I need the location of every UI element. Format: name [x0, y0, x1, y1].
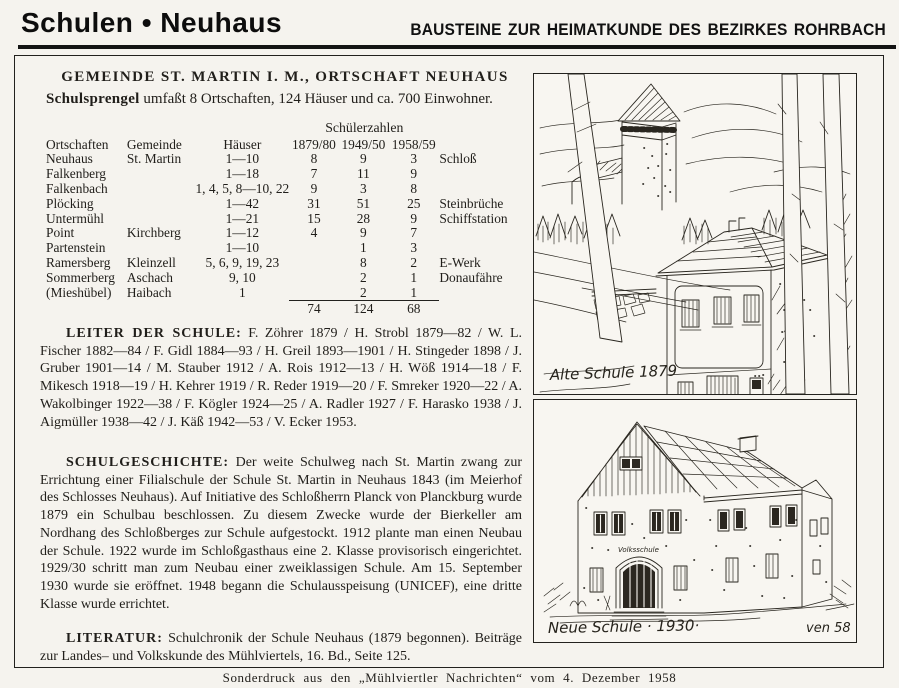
cell-1949: 51	[356, 195, 371, 211]
section-leiter	[40, 325, 522, 431]
cell-gemeinde: Aschach	[126, 269, 173, 285]
cell-1958: 7	[410, 225, 418, 241]
cell-1949: 3	[360, 180, 367, 196]
section-schulgeschichte-label: SCHULGESCHICHTE:	[66, 455, 230, 470]
table-row	[46, 226, 522, 241]
total-1879: 74	[289, 300, 338, 318]
castle-tower	[618, 84, 680, 210]
cell-gemeinde: Haibach	[126, 285, 172, 300]
hillside-lines	[534, 252, 730, 322]
cell-1958: 9	[410, 166, 418, 182]
cell-ortschaft: Plöcking	[46, 195, 94, 211]
table-group-header: Schülerzahlen	[325, 120, 404, 136]
cell-gemeinde	[127, 182, 196, 197]
cell-ortschaft: Falkenberg	[46, 166, 106, 182]
cell-ortschaft: Partenstein	[46, 240, 106, 256]
cell-gemeinde	[127, 167, 196, 182]
cell-gemeinde	[127, 241, 196, 256]
old-school-caption: Alte Schule 1879	[549, 361, 678, 384]
cell-note: Steinbrüche	[439, 195, 504, 211]
section-literatur-text: Schulchronik der Schule Neuhaus (1879 begonnen). Beiträge zur Landes– und Volkskunde des Mühlviertels, 16. Bd., Seite 125.	[40, 631, 522, 664]
cell-note	[439, 226, 522, 241]
cell-gemeinde: Kirchberg	[126, 225, 181, 241]
cell-ortschaft: Falkenbach	[46, 180, 108, 196]
cell-1879	[289, 285, 338, 300]
cell-gemeinde: Kleinzell	[126, 254, 176, 270]
page-title: Schulen • Neuhaus	[21, 7, 283, 38]
cell-1949: 1	[360, 240, 367, 256]
totals-row	[46, 300, 522, 318]
entrance-and-windows	[590, 510, 687, 620]
table-row	[46, 241, 522, 256]
cell-1949: 9	[360, 151, 367, 167]
cell-ortschaft: Point	[46, 225, 75, 241]
cell-haeuser: 1—10	[225, 240, 260, 256]
cell-gemeinde	[127, 196, 196, 211]
cell-haeuser: 9, 10	[228, 269, 256, 285]
table-row	[46, 196, 522, 211]
birch-tree	[568, 74, 622, 342]
table-row	[46, 270, 522, 285]
cell-haeuser: 1	[239, 285, 246, 300]
cell-haeuser: 1—42	[225, 195, 260, 211]
cell-haeuser: 5, 6, 9, 19, 23	[205, 254, 280, 270]
table-row	[46, 152, 522, 167]
col-header-haeuser: Häuser	[223, 136, 262, 152]
cell-1949: 8	[360, 254, 367, 270]
table-row	[46, 256, 522, 271]
intro-label: Schulsprengel	[46, 91, 140, 107]
section-literatur-label: LITERATUR:	[66, 631, 163, 646]
series-title: BAUSTEINE ZUR HEIMATKUNDE DES BEZIRKES ROHRBACH	[410, 21, 886, 39]
table-row	[46, 182, 522, 197]
cell-1879: 31	[307, 195, 321, 211]
building-sign: Volksschule	[618, 546, 659, 554]
cell-1879: 9	[310, 180, 318, 196]
cell-1949: 28	[356, 210, 371, 226]
cell-1879	[289, 241, 338, 256]
section-leiter-label: LEITER DER SCHULE:	[66, 326, 242, 341]
cell-1949: 11	[356, 166, 370, 182]
article-title: GEMEINDE ST. MARTIN I. M., ORTSCHAFT NEUHAUS	[61, 69, 509, 85]
cell-note	[439, 167, 522, 182]
gable	[578, 422, 700, 501]
total-1949: 124	[339, 300, 388, 318]
new-school-illustration	[534, 400, 856, 642]
forest	[536, 208, 810, 244]
pupil-numbers-table	[46, 121, 522, 318]
cell-1949: 2	[360, 284, 367, 300]
cell-ortschaft: Neuhaus	[46, 151, 93, 167]
cell-note: E-Werk	[439, 254, 481, 270]
cell-gemeinde: St. Martin	[126, 151, 182, 167]
new-school-illustration-frame	[533, 399, 857, 643]
cell-haeuser: 1—21	[225, 210, 260, 226]
cell-note: Schiffstation	[439, 210, 508, 226]
right-wing-windows	[718, 505, 828, 582]
cell-1879	[289, 256, 338, 271]
cell-haeuser: 1—18	[225, 166, 260, 182]
col-header-1879: 1879/80	[291, 136, 336, 152]
cell-1949: 2	[360, 269, 367, 285]
col-header-gemeinde: Gemeinde	[126, 136, 182, 152]
cell-ortschaft: Ramersberg	[46, 254, 111, 270]
col-header-ortschaften: Ortschaften	[46, 136, 109, 152]
cell-ortschaft: Untermühl	[46, 210, 105, 226]
section-schulgeschichte	[40, 454, 522, 613]
masthead-rule	[18, 45, 896, 49]
cell-note	[439, 241, 522, 256]
cell-1879	[289, 270, 338, 285]
col-header-1958: 1958/59	[391, 136, 436, 152]
cell-haeuser: 1—10	[225, 151, 260, 167]
table-row	[46, 211, 522, 226]
cell-1958: 3	[410, 151, 418, 167]
cell-1958: 2	[410, 254, 418, 270]
cell-1958: 1	[410, 269, 418, 285]
total-1958: 68	[388, 300, 439, 318]
artist-signature: ven 58	[806, 621, 851, 636]
footer-imprint: Sonderdruck aus den „Mühlviertler Nachrichten“ vom 4. Dezember 1958	[222, 670, 677, 685]
col-header-1949: 1949/50	[341, 136, 386, 152]
cell-1879: 8	[310, 151, 318, 167]
cell-1958: 1	[410, 284, 418, 300]
cell-1958: 9	[410, 210, 418, 226]
new-school-caption: Neue Schule · 1930·	[547, 616, 700, 637]
cell-ortschaft: (Mieshübel)	[46, 285, 112, 300]
pupil-table-wrapper	[46, 121, 524, 318]
foreground-trees	[768, 74, 852, 394]
cell-haeuser: 1—12	[225, 225, 260, 241]
section-literatur	[40, 630, 522, 665]
cell-1958: 3	[410, 240, 418, 256]
cell-note	[439, 285, 522, 300]
article-intro	[46, 91, 524, 108]
table-row	[46, 167, 522, 182]
cell-1949: 9	[360, 225, 367, 241]
cell-note	[439, 182, 522, 197]
cell-1958: 8	[410, 180, 418, 196]
section-leiter-text: F. Zöhrer 1879 / H. Strobl 1879—82 / W. L. Fischer 1882—84 / F. Gidl 1884—93 / H. Greil 1893—1901 / H. Stingeder 1898 / J. Gruber 1901—14 / M. Stauber 1912 / A. Rois 1912—13 / H. Wöß 1914—18 / F. Mikesch 1918—19 / H. Kehrer 1919 / R. Reder 1919—20 / F. Smreker 1920—22 / A. Wakolbinger 1922—38 / F. Kögler 1924—25 / A. Radler 1927 / F. Harasko 1938 / J. Aigmüller 1938—42 / J. Käß 1942—53 / V. Ecker 1953.	[40, 326, 522, 430]
cell-note: Donaufähre	[439, 269, 503, 285]
cell-note: Schloß	[439, 151, 477, 167]
table-row	[46, 285, 522, 300]
cell-1879: 7	[310, 166, 318, 182]
cell-ortschaft: Sommerberg	[46, 269, 115, 285]
cell-gemeinde	[127, 211, 196, 226]
cell-1958: 25	[407, 195, 421, 211]
section-schulgeschichte-text: Der weite Schulweg nach St. Martin zwang zur Errichtung einer Filialschule der Schule St. Martin in Neuhaus 1843 (im Meierhof des Schlosses Neuhaus). Auf Initiative des Schloßherrn Planck von Planckburg wurde 1879 ein Schulbau beschlossen. Zu diesem Zwecke wurde der Bierkeller am Nordhang des Schloßberges zur Schule aufgestockt. 1912 plante man einen Neubau der Schule. 1922 wurde im Schloßgasthaus eine 2. Klasse provisorisch eingerichtet. 1929/30 schritt man zum Neubau einer zweiklassigen Schule. Am 15. September 1930 wurde sie eröffnet. 1948 begann die Schulausspeisung (UNICEF), eine dritte Klasse wurde errichtet.	[40, 455, 522, 612]
cell-1879: 15	[307, 210, 321, 226]
old-school-illustration-frame	[533, 73, 857, 395]
cell-1879: 4	[310, 225, 318, 241]
intro-text: umfaßt 8 Ortschaften, 124 Häuser und ca. 700 Einwohner.	[139, 91, 493, 107]
old-school-illustration	[534, 74, 856, 394]
cell-haeuser: 1, 4, 5, 8—10, 22	[195, 180, 290, 196]
